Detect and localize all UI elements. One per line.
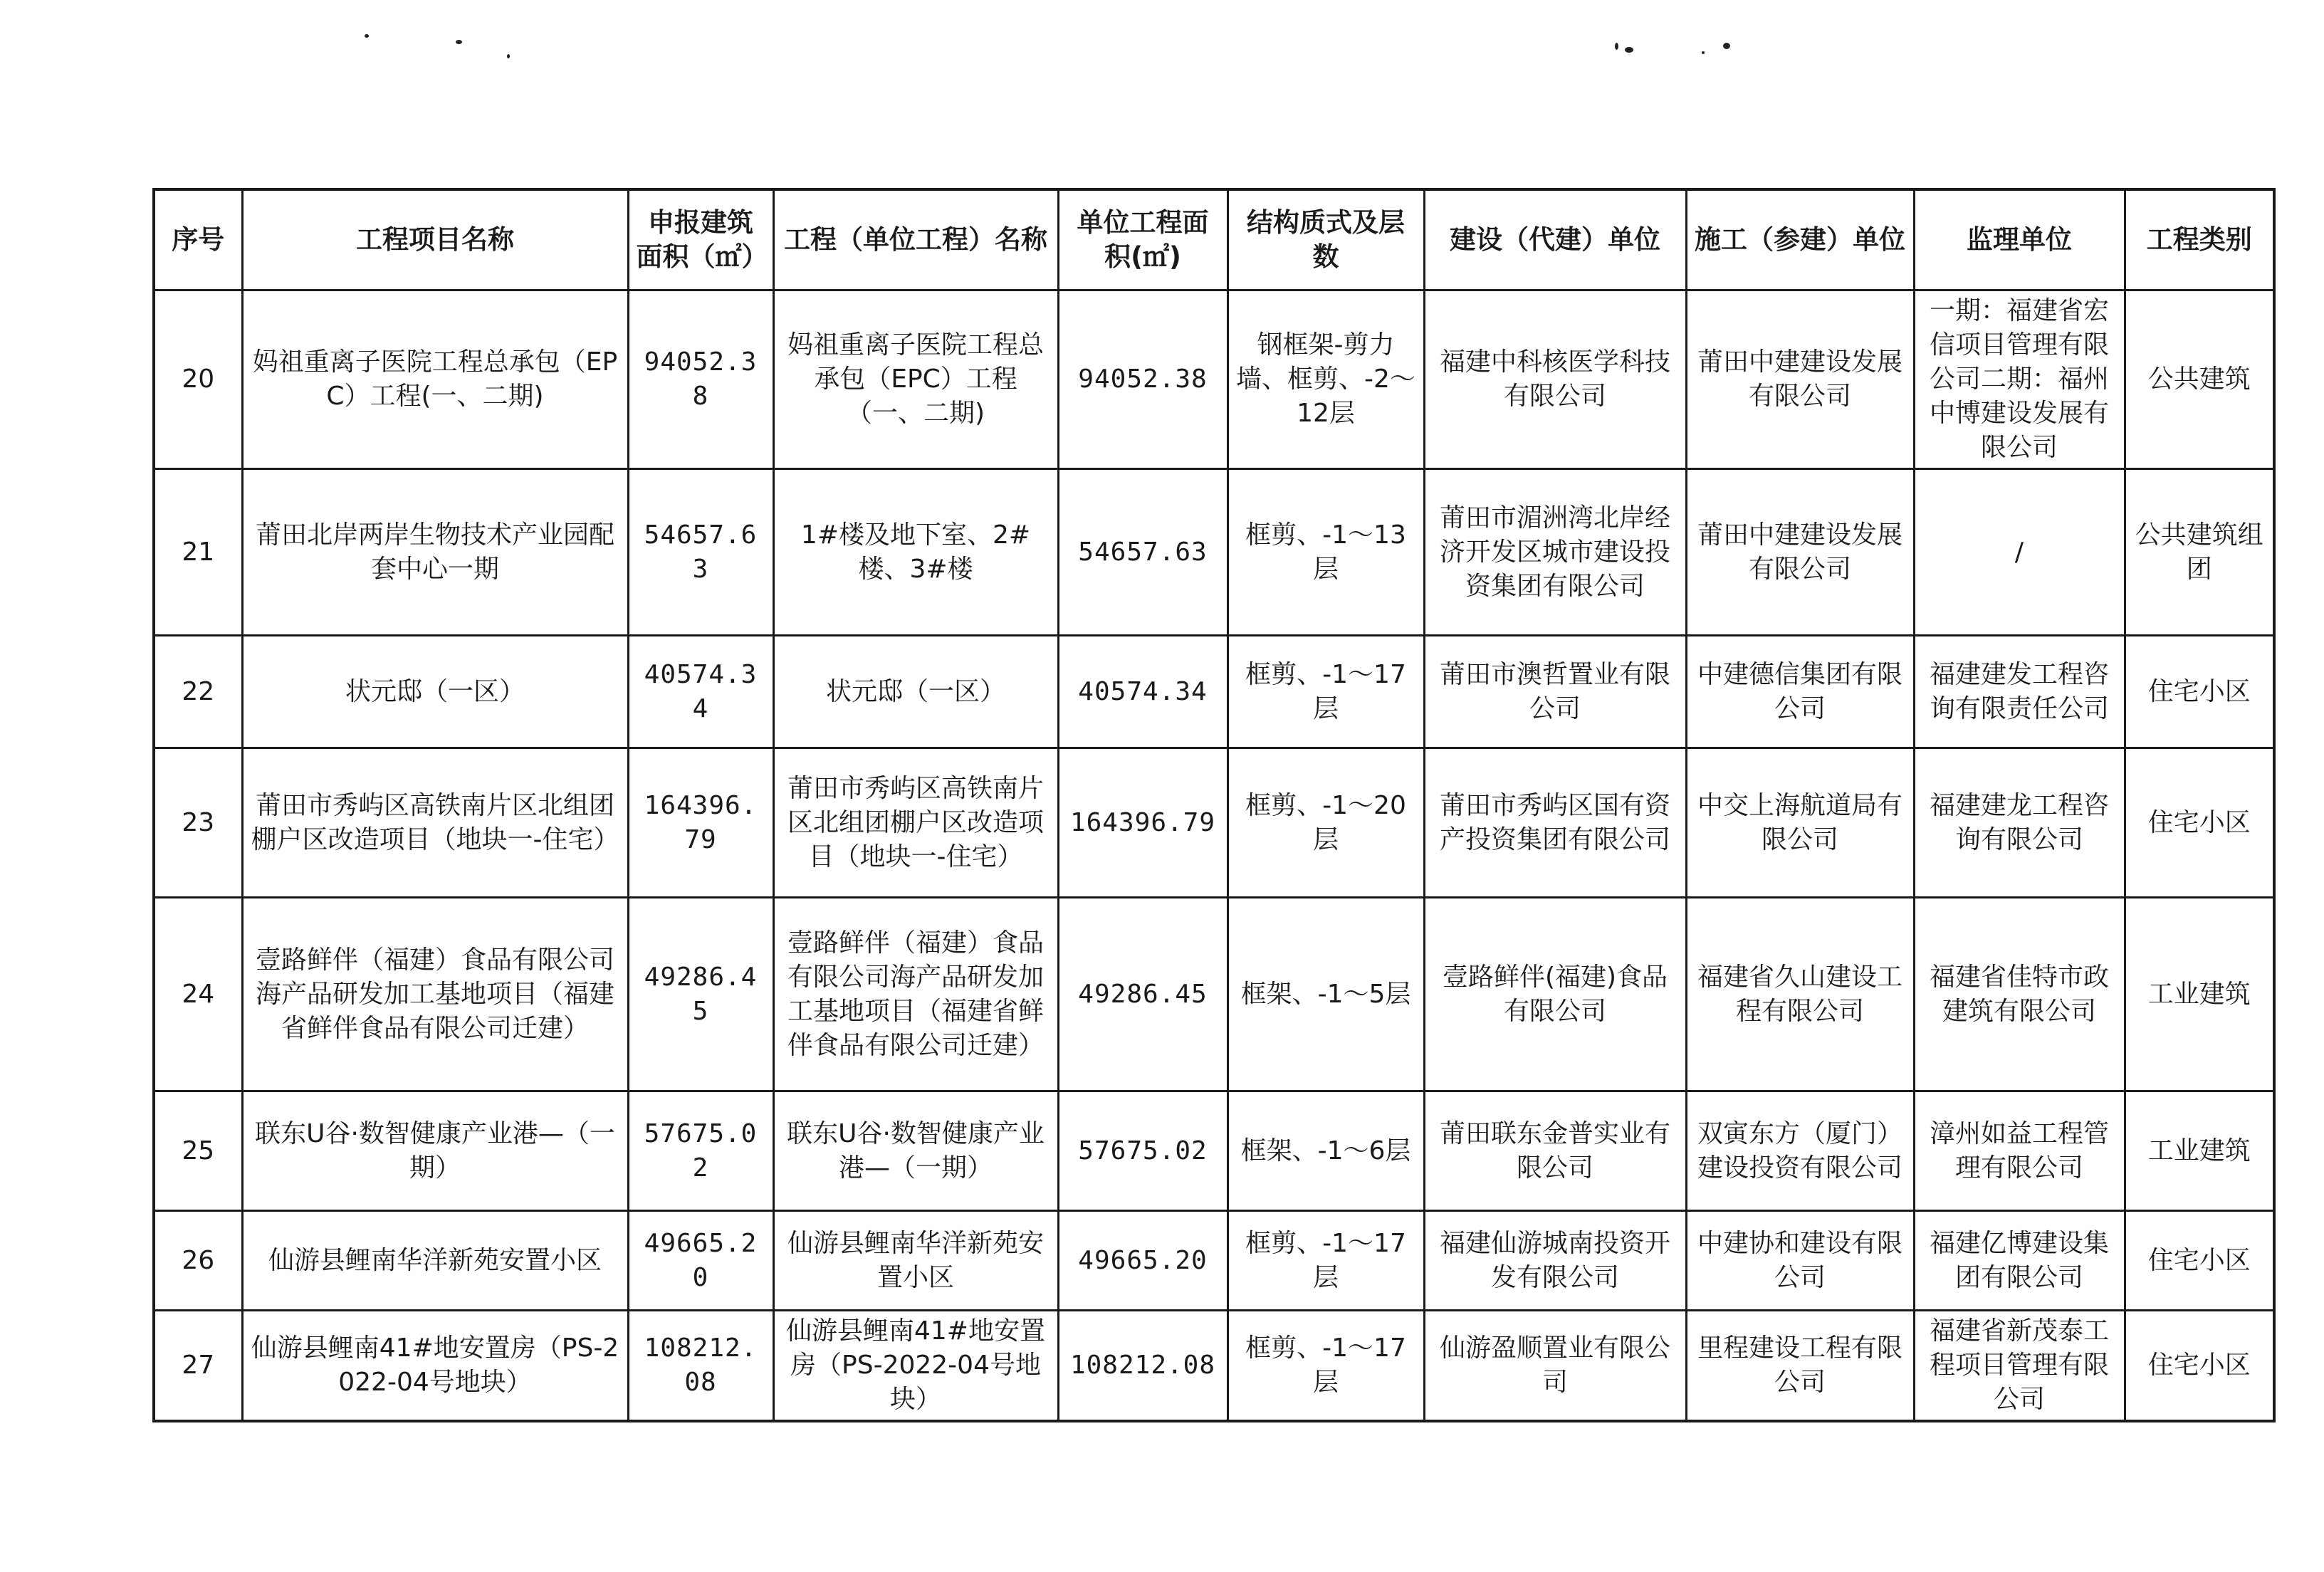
unit-area: 108212.08 [1058, 1311, 1228, 1422]
contractor-unit: 中交上海航道局有限公司 [1686, 748, 1914, 898]
contractor-unit: 双寅东方（厦门）建设投资有限公司 [1686, 1091, 1914, 1211]
row-number: 20 [154, 290, 242, 469]
supervisor-unit: 福建建龙工程咨询有限公司 [1914, 748, 2125, 898]
row-number: 22 [154, 636, 242, 748]
project-category: 工业建筑 [2125, 898, 2274, 1091]
header-cell: 申报建筑面积（㎡） [628, 189, 773, 290]
header-cell: 序号 [154, 189, 242, 290]
contractor-unit: 里程建设工程有限公司 [1686, 1311, 1914, 1422]
declared-area: 94052.38 [628, 290, 773, 469]
unit-project-name: 妈祖重离子医院工程总承包（EPC）工程（一、二期) [773, 290, 1058, 469]
supervisor-unit: 一期：福建省宏信项目管理有限公司二期：福州中博建设发展有限公司 [1914, 290, 2125, 469]
project-table [152, 188, 2276, 1422]
declared-area: 40574.34 [628, 636, 773, 748]
scan-artifacts [0, 0, 2324, 85]
header-row [154, 189, 2274, 290]
project-category: 住宅小区 [2125, 748, 2274, 898]
declared-area: 54657.63 [628, 469, 773, 636]
unit-project-name: 仙游县鲤南华洋新苑安置小区 [773, 1211, 1058, 1311]
builder-unit: 莆田市湄洲湾北岸经济开发区城市建设投资集团有限公司 [1424, 469, 1686, 636]
unit-area: 49665.20 [1058, 1211, 1228, 1311]
declared-area: 57675.02 [628, 1091, 773, 1211]
row-number: 25 [154, 1091, 242, 1211]
unit-area: 57675.02 [1058, 1091, 1228, 1211]
structure-floors: 框剪、-1～17层 [1228, 1311, 1424, 1422]
project-category: 住宅小区 [2125, 636, 2274, 748]
unit-area: 40574.34 [1058, 636, 1228, 748]
builder-unit: 莆田市澳哲置业有限公司 [1424, 636, 1686, 748]
supervisor-unit: 福建省新茂泰工程项目管理有限公司 [1914, 1311, 2125, 1422]
contractor-unit: 中建德信集团有限公司 [1686, 636, 1914, 748]
header-cell: 工程类别 [2125, 189, 2274, 290]
declared-area: 108212.08 [628, 1311, 773, 1422]
unit-project-name: 壹路鲜伴（福建）食品有限公司海产品研发加工基地项目（福建省鲜伴食品有限公司迁建） [773, 898, 1058, 1091]
declared-area: 49286.45 [628, 898, 773, 1091]
unit-area: 94052.38 [1058, 290, 1228, 469]
structure-floors: 框剪、-1～17层 [1228, 636, 1424, 748]
project-name: 莆田市秀屿区高铁南片区北组团棚户区改造项目（地块一-住宅） [242, 748, 628, 898]
row-number: 23 [154, 748, 242, 898]
scan-speck [456, 40, 462, 44]
contractor-unit: 福建省久山建设工程有限公司 [1686, 898, 1914, 1091]
project-name: 状元邸（一区） [242, 636, 628, 748]
table-row [154, 290, 2274, 469]
project-category: 住宅小区 [2125, 1211, 2274, 1311]
project-name: 联东U谷·数智健康产业港—（一期） [242, 1091, 628, 1211]
unit-project-name: 莆田市秀屿区高铁南片区北组团棚户区改造项目（地块一-住宅） [773, 748, 1058, 898]
unit-area: 54657.63 [1058, 469, 1228, 636]
structure-floors: 框剪、-1～13层 [1228, 469, 1424, 636]
table-row [154, 469, 2274, 636]
header-cell: 工程项目名称 [242, 189, 628, 290]
supervisor-unit: / [1914, 469, 2125, 636]
scan-speck [507, 54, 510, 58]
builder-unit: 莆田联东金普实业有限公司 [1424, 1091, 1686, 1211]
structure-floors: 框剪、-1～20层 [1228, 748, 1424, 898]
project-name: 壹路鲜伴（福建）食品有限公司海产品研发加工基地项目（福建省鲜伴食品有限公司迁建） [242, 898, 628, 1091]
project-name: 仙游县鲤南华洋新苑安置小区 [242, 1211, 628, 1311]
header-cell: 监理单位 [1914, 189, 2125, 290]
project-category: 住宅小区 [2125, 1311, 2274, 1422]
unit-area: 164396.79 [1058, 748, 1228, 898]
structure-floors: 钢框架-剪力墙、框剪、-2～12层 [1228, 290, 1424, 469]
header-cell: 结构质式及层数 [1228, 189, 1424, 290]
unit-project-name: 联东U谷·数智健康产业港—（一期） [773, 1091, 1058, 1211]
structure-floors: 框架、-1～5层 [1228, 898, 1424, 1091]
unit-project-name: 1#楼及地下室、2#楼、3#楼 [773, 469, 1058, 636]
declared-area: 164396.79 [628, 748, 773, 898]
scan-speck [365, 34, 369, 38]
table-row [154, 898, 2274, 1091]
header-cell: 工程（单位工程）名称 [773, 189, 1058, 290]
project-category: 公共建筑 [2125, 290, 2274, 469]
structure-floors: 框剪、-1～17层 [1228, 1211, 1424, 1311]
structure-floors: 框架、-1～6层 [1228, 1091, 1424, 1211]
project-name: 仙游县鲤南41#地安置房（PS-2022-04号地块） [242, 1311, 628, 1422]
scan-speck [1723, 43, 1730, 49]
row-number: 21 [154, 469, 242, 636]
builder-unit: 仙游盈顺置业有限公司 [1424, 1311, 1686, 1422]
header-cell: 建设（代建）单位 [1424, 189, 1686, 290]
table-row [154, 748, 2274, 898]
unit-project-name: 仙游县鲤南41#地安置房（PS-2022-04号地块） [773, 1311, 1058, 1422]
supervisor-unit: 福建亿博建设集团有限公司 [1914, 1211, 2125, 1311]
header-cell: 施工（参建）单位 [1686, 189, 1914, 290]
supervisor-unit: 漳州如益工程管理有限公司 [1914, 1091, 2125, 1211]
project-category: 公共建筑组团 [2125, 469, 2274, 636]
contractor-unit: 莆田中建建设发展有限公司 [1686, 290, 1914, 469]
builder-unit: 福建仙游城南投资开发有限公司 [1424, 1211, 1686, 1311]
declared-area: 49665.20 [628, 1211, 773, 1311]
project-category: 工业建筑 [2125, 1091, 2274, 1211]
builder-unit: 福建中科核医学科技有限公司 [1424, 290, 1686, 469]
table-row [154, 1311, 2274, 1422]
table-row [154, 1211, 2274, 1311]
scan-speck [1615, 43, 1618, 50]
supervisor-unit: 福建省佳特市政建筑有限公司 [1914, 898, 2125, 1091]
supervisor-unit: 福建建发工程咨询有限责任公司 [1914, 636, 2125, 748]
header-cell: 单位工程面积(㎡) [1058, 189, 1228, 290]
contractor-unit: 莆田中建建设发展有限公司 [1686, 469, 1914, 636]
scan-speck [1625, 47, 1633, 53]
builder-unit: 壹路鲜伴(福建)食品有限公司 [1424, 898, 1686, 1091]
builder-unit: 莆田市秀屿区国有资产投资集团有限公司 [1424, 748, 1686, 898]
table-row [154, 1091, 2274, 1211]
row-number: 26 [154, 1211, 242, 1311]
row-number: 24 [154, 898, 242, 1091]
project-name: 莆田北岸两岸生物技术产业园配套中心一期 [242, 469, 628, 636]
table-row [154, 636, 2274, 748]
unit-area: 49286.45 [1058, 898, 1228, 1091]
scan-speck [1702, 51, 1705, 54]
contractor-unit: 中建协和建设有限公司 [1686, 1211, 1914, 1311]
unit-project-name: 状元邸（一区） [773, 636, 1058, 748]
project-name: 妈祖重离子医院工程总承包（EPC）工程(一、二期) [242, 290, 628, 469]
row-number: 27 [154, 1311, 242, 1422]
